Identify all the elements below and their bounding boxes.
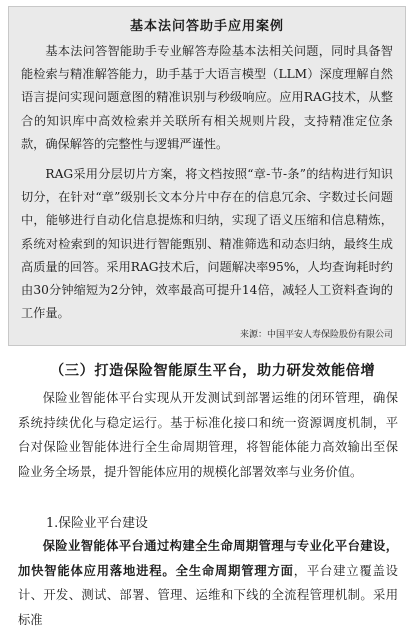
case-study-source: 来源：中国平安人寿保险股份有限公司: [239, 330, 393, 340]
case-study-paragraph: RAG采用分层切片方案，将文档按照“章-节-条”的结构进行知识切分，在针对“章”级别长文本分片中存在的信息冗余、字数过长问题中，能够进行自动化信息提炼和归纳，实现了语义压缩和信息精炼，系统对检索到的知识进行智能甄别、精准筛选和动态归纳，最终生成高质量的回答。采用RAG技术后，问题解决率95%，人均查询耗时约由30分钟缩短为2分钟，效率最高可提升14倍，减轻人工资料查询的工作量。: [21, 167, 393, 321]
case-study-paragraph: 基本法问答智能助手专业解答寿险基本法相关问题，同时具备智能检索与精准解答能力，助手基于大语言模型（LLM）深度理解自然语言提问实现问题意图的精准识别与秒级响应。应用RAG技术，从整合的知识库中高效检索并关联所有相关规则片段，支持精准定位条款，确保解答的完整性与逻辑严谨性。: [21, 44, 393, 151]
body-paragraph: [18, 534, 398, 632]
paragraph-text: ，平台建立覆盖设计、开发、测试、部署、管理、运维和下线的全流程管理机制。采用标准: [18, 563, 398, 627]
section-heading: （三）打造保险智能原生平台，助力研发效能倍增: [50, 363, 376, 379]
body-paragraph: 保险业智能体平台实现从开发测试到部署运维的闭环管理，确保系统持续优化与稳定运行。基于标准化接口和统一资源调度机制，平台对保险业智能体进行全生命周期管理，将智能体能力高效输出至保险业务全场景，提升智能体应用的规模化部署效率与业务价值。: [18, 391, 398, 479]
sub-heading: 1.保险业平台建设: [46, 516, 148, 531]
case-study-box: [8, 6, 406, 346]
case-study-title: 基本法问答助手应用案例: [129, 19, 284, 34]
bold-topic-phrase: 全生命周期管理方面: [175, 562, 294, 578]
bold-lead-sentence: 保险业智能体平台通过构建全生命周期管理与专业化平台建设，加快智能体应用落地进程。: [18, 538, 398, 578]
